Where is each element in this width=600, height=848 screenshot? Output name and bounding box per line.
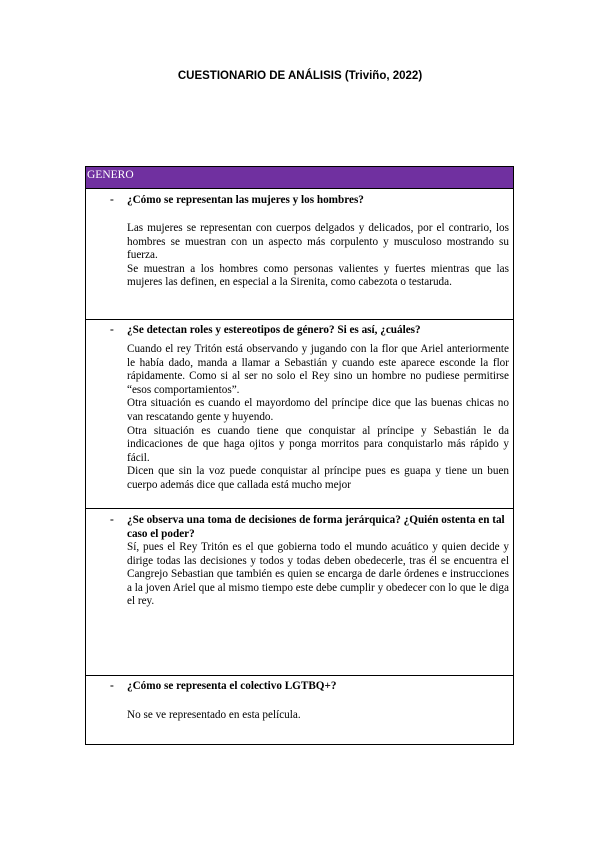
answer-text bbox=[127, 541, 509, 609]
answer-paragraph: Sí, pues el Rey Tritón es el que gobierna todo el mundo acuático y quien decide y dirige todas las decisiones y todos y todas deben obedecerle, tras él se encuentra el Cangrejo Sebastian que también es quien se encarga de darle órdenes e instrucciones a la joven Ariel que al mismo tiempo este debe cumplir y obedecer con lo que le diga el rey. bbox=[127, 541, 509, 608]
list-dash: - bbox=[110, 514, 114, 526]
table-row bbox=[86, 320, 513, 509]
table-row bbox=[86, 676, 513, 744]
answer-paragraph: Las mujeres se representan con cuerpos delgados y delicados, por el contrario, los hombres se muestran con un aspecto más corpulento y musculoso mostrando su fuerza. bbox=[127, 222, 509, 262]
answer-paragraph: Otra situación es cuando el mayordomo del príncipe dice que las buenas chicas no van rescatando gente y huyendo. bbox=[127, 397, 509, 423]
table-header-genero: GENERO bbox=[86, 167, 513, 189]
answer-paragraph: No se ve representado en esta película. bbox=[127, 709, 301, 721]
answer-paragraph: Cuando el rey Tritón está observando y jugando con la flor que Ariel anteriormente le había dado, manda a llamar a Sebastián y cuando este aparece esconde la flor rápidamente. Como si al ser no solo el Rey sino un hombre no pudiese permitirse “esos comportamientos”. bbox=[127, 343, 509, 396]
question-text: ¿Cómo se representan las mujeres y los hombres? bbox=[127, 194, 364, 206]
answer-text bbox=[127, 709, 509, 723]
question-text: ¿Se detectan roles y estereotipos de género? Si es así, ¿cuáles? bbox=[127, 324, 421, 336]
list-dash: - bbox=[110, 324, 114, 336]
answer-paragraph: Se muestran a los hombres como personas valientes y fuertes mientras que las mujeres las definen, en especial a la Sirenita, como cabezota o testaruda. bbox=[127, 262, 509, 289]
question-text: ¿Se observa una toma de decisiones de forma jerárquica? ¿Quién ostenta en tal caso el poder? bbox=[127, 514, 505, 540]
table-row bbox=[86, 509, 513, 676]
analysis-table bbox=[85, 166, 514, 745]
table-row bbox=[86, 189, 513, 320]
answer-paragraph: Dicen que sin la voz puede conquistar al príncipe pues es guapa y tiene un buen cuerpo además dice que callada está mucho mejor bbox=[127, 465, 509, 491]
answer-text bbox=[127, 343, 509, 493]
list-dash: - bbox=[110, 194, 114, 206]
answer-paragraph: Otra situación es cuando tiene que conquistar al príncipe y Sebastián le da indicaciones de que haga ojitos y ponga morritos para conquistarlo más rápido y fácil. bbox=[127, 424, 509, 464]
list-dash: - bbox=[110, 680, 114, 692]
question-text: ¿Cómo se representa el colectivo LGTBQ+? bbox=[127, 680, 337, 692]
answer-text bbox=[127, 222, 509, 290]
document-title: CUESTIONARIO DE ANÁLISIS (Triviño, 2022) bbox=[177, 70, 423, 82]
